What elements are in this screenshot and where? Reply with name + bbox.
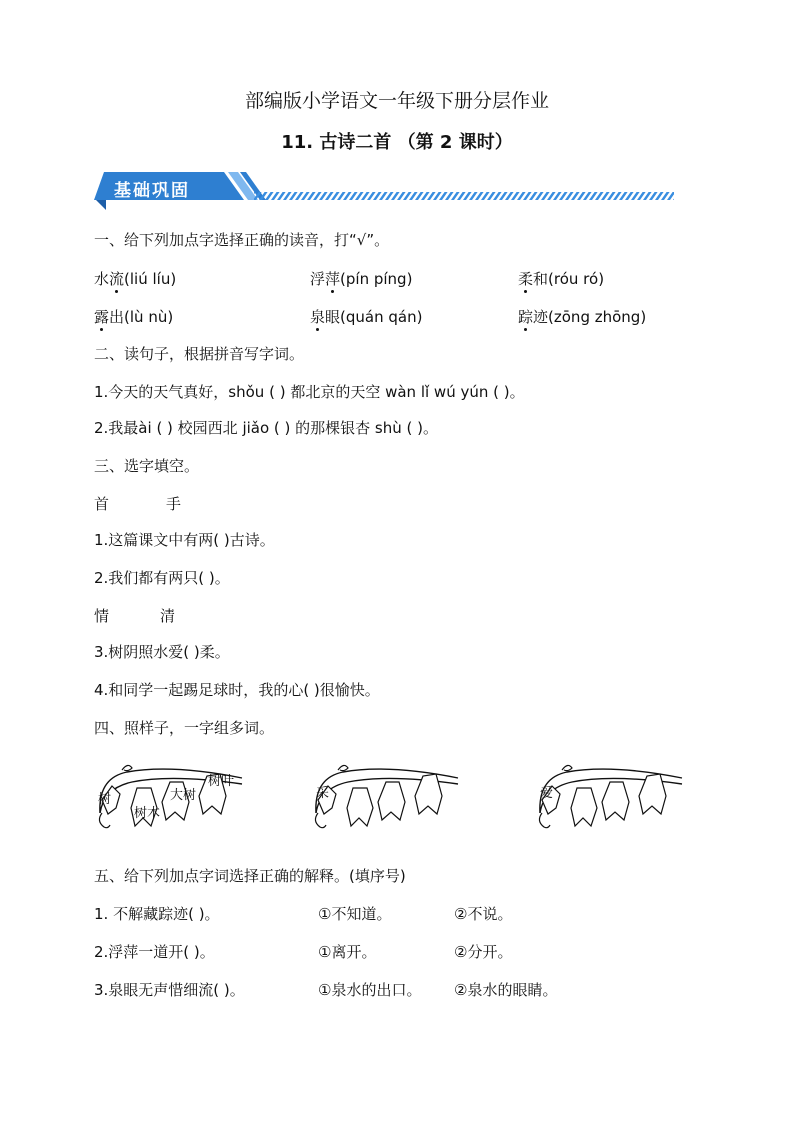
lesson-title: 11. 古诗二首 （第 2 课时） [281,132,513,153]
banner-label: 基础巩固 [114,181,190,201]
q5-question: 3.泉眼无声惜细流( )。 [94,981,245,999]
q2-sentence-1: 1.今天的天气真好，shǒu ( ) 都北京的天空 wàn lǐ wú yún ( )。 [94,383,525,401]
q1-item: 浮萍(pín píng) [310,270,413,288]
q3-sentence-1: 1.这篇课文中有两( )古诗。 [94,531,275,549]
char-option: 首 [94,495,110,513]
flower-branch-graphic [308,758,473,838]
q1-item: 露出(lù nù) [94,308,174,326]
char-option: 情 [94,607,110,625]
q3-heading: 三、选字填空。 [94,457,200,475]
example-word: 树叶 [208,774,235,789]
document-title: 部编版小学语文一年级下册分层作业 [244,90,549,112]
pinyin-options: (róu ró) [548,270,605,288]
q1-heading: 一、给下列加点字选择正确的读音，打“√”。 [94,231,390,249]
q2-sentence-2: 2.我最ài ( ) 校园西北 jiǎo ( ) 的那棵银杏 shù ( )。 [94,419,438,437]
q1-item: 泉眼(quán qán) [310,308,423,326]
root-char: 采 [316,786,330,801]
word-flower-diagram [532,758,697,838]
q5-heading: 五、给下列加点字词选择正确的解释。(填序号) [94,867,406,885]
example-word: 树木 [134,806,161,821]
q3-sentence-3: 3.树阴照水爱( )柔。 [94,643,230,661]
flower-branch-graphic [532,758,697,838]
q2-heading: 二、读句子，根据拼音写字词。 [94,345,305,363]
pinyin-options: (zōng zhōng) [548,308,647,326]
char-option: 手 [166,495,182,513]
root-char: 树 [98,792,112,807]
example-word: 大树 [170,788,197,803]
word-flower-diagram [92,758,257,838]
pinyin-options: (lù nù) [124,308,174,326]
q1-item: 踪迹(zōng zhōng) [518,308,647,326]
q5-question: 1. 不解藏踪迹( )。 [94,905,220,923]
q1-item: 水流(liú líu) [94,270,177,288]
char-option: 清 [160,607,176,625]
q3-sentence-2: 2.我们都有两只( )。 [94,569,230,587]
word-flower-diagram [308,758,473,838]
q5-option-a: ①不知道。 [318,905,392,923]
root-char: 爱 [540,786,554,801]
q5-option-b: ②泉水的眼睛。 [454,981,558,999]
pinyin-options: (liú líu) [124,270,177,288]
q5-option-a: ①泉水的出口。 [318,981,422,999]
q5-question: 2.浮萍一道开( )。 [94,943,215,961]
pinyin-options: (pín píng) [340,270,413,288]
pinyin-options: (quán qán) [340,308,423,326]
q4-heading: 四、照样子，一字组多词。 [94,719,275,737]
q1-item: 柔和(róu ró) [518,270,605,288]
q5-option-b: ②分开。 [454,943,513,961]
section-banner [94,170,678,212]
q3-sentence-4: 4.和同学一起踢足球时，我的心( )很愉快。 [94,681,380,699]
q5-option-b: ②不说。 [454,905,513,923]
q5-option-a: ①离开。 [318,943,377,961]
